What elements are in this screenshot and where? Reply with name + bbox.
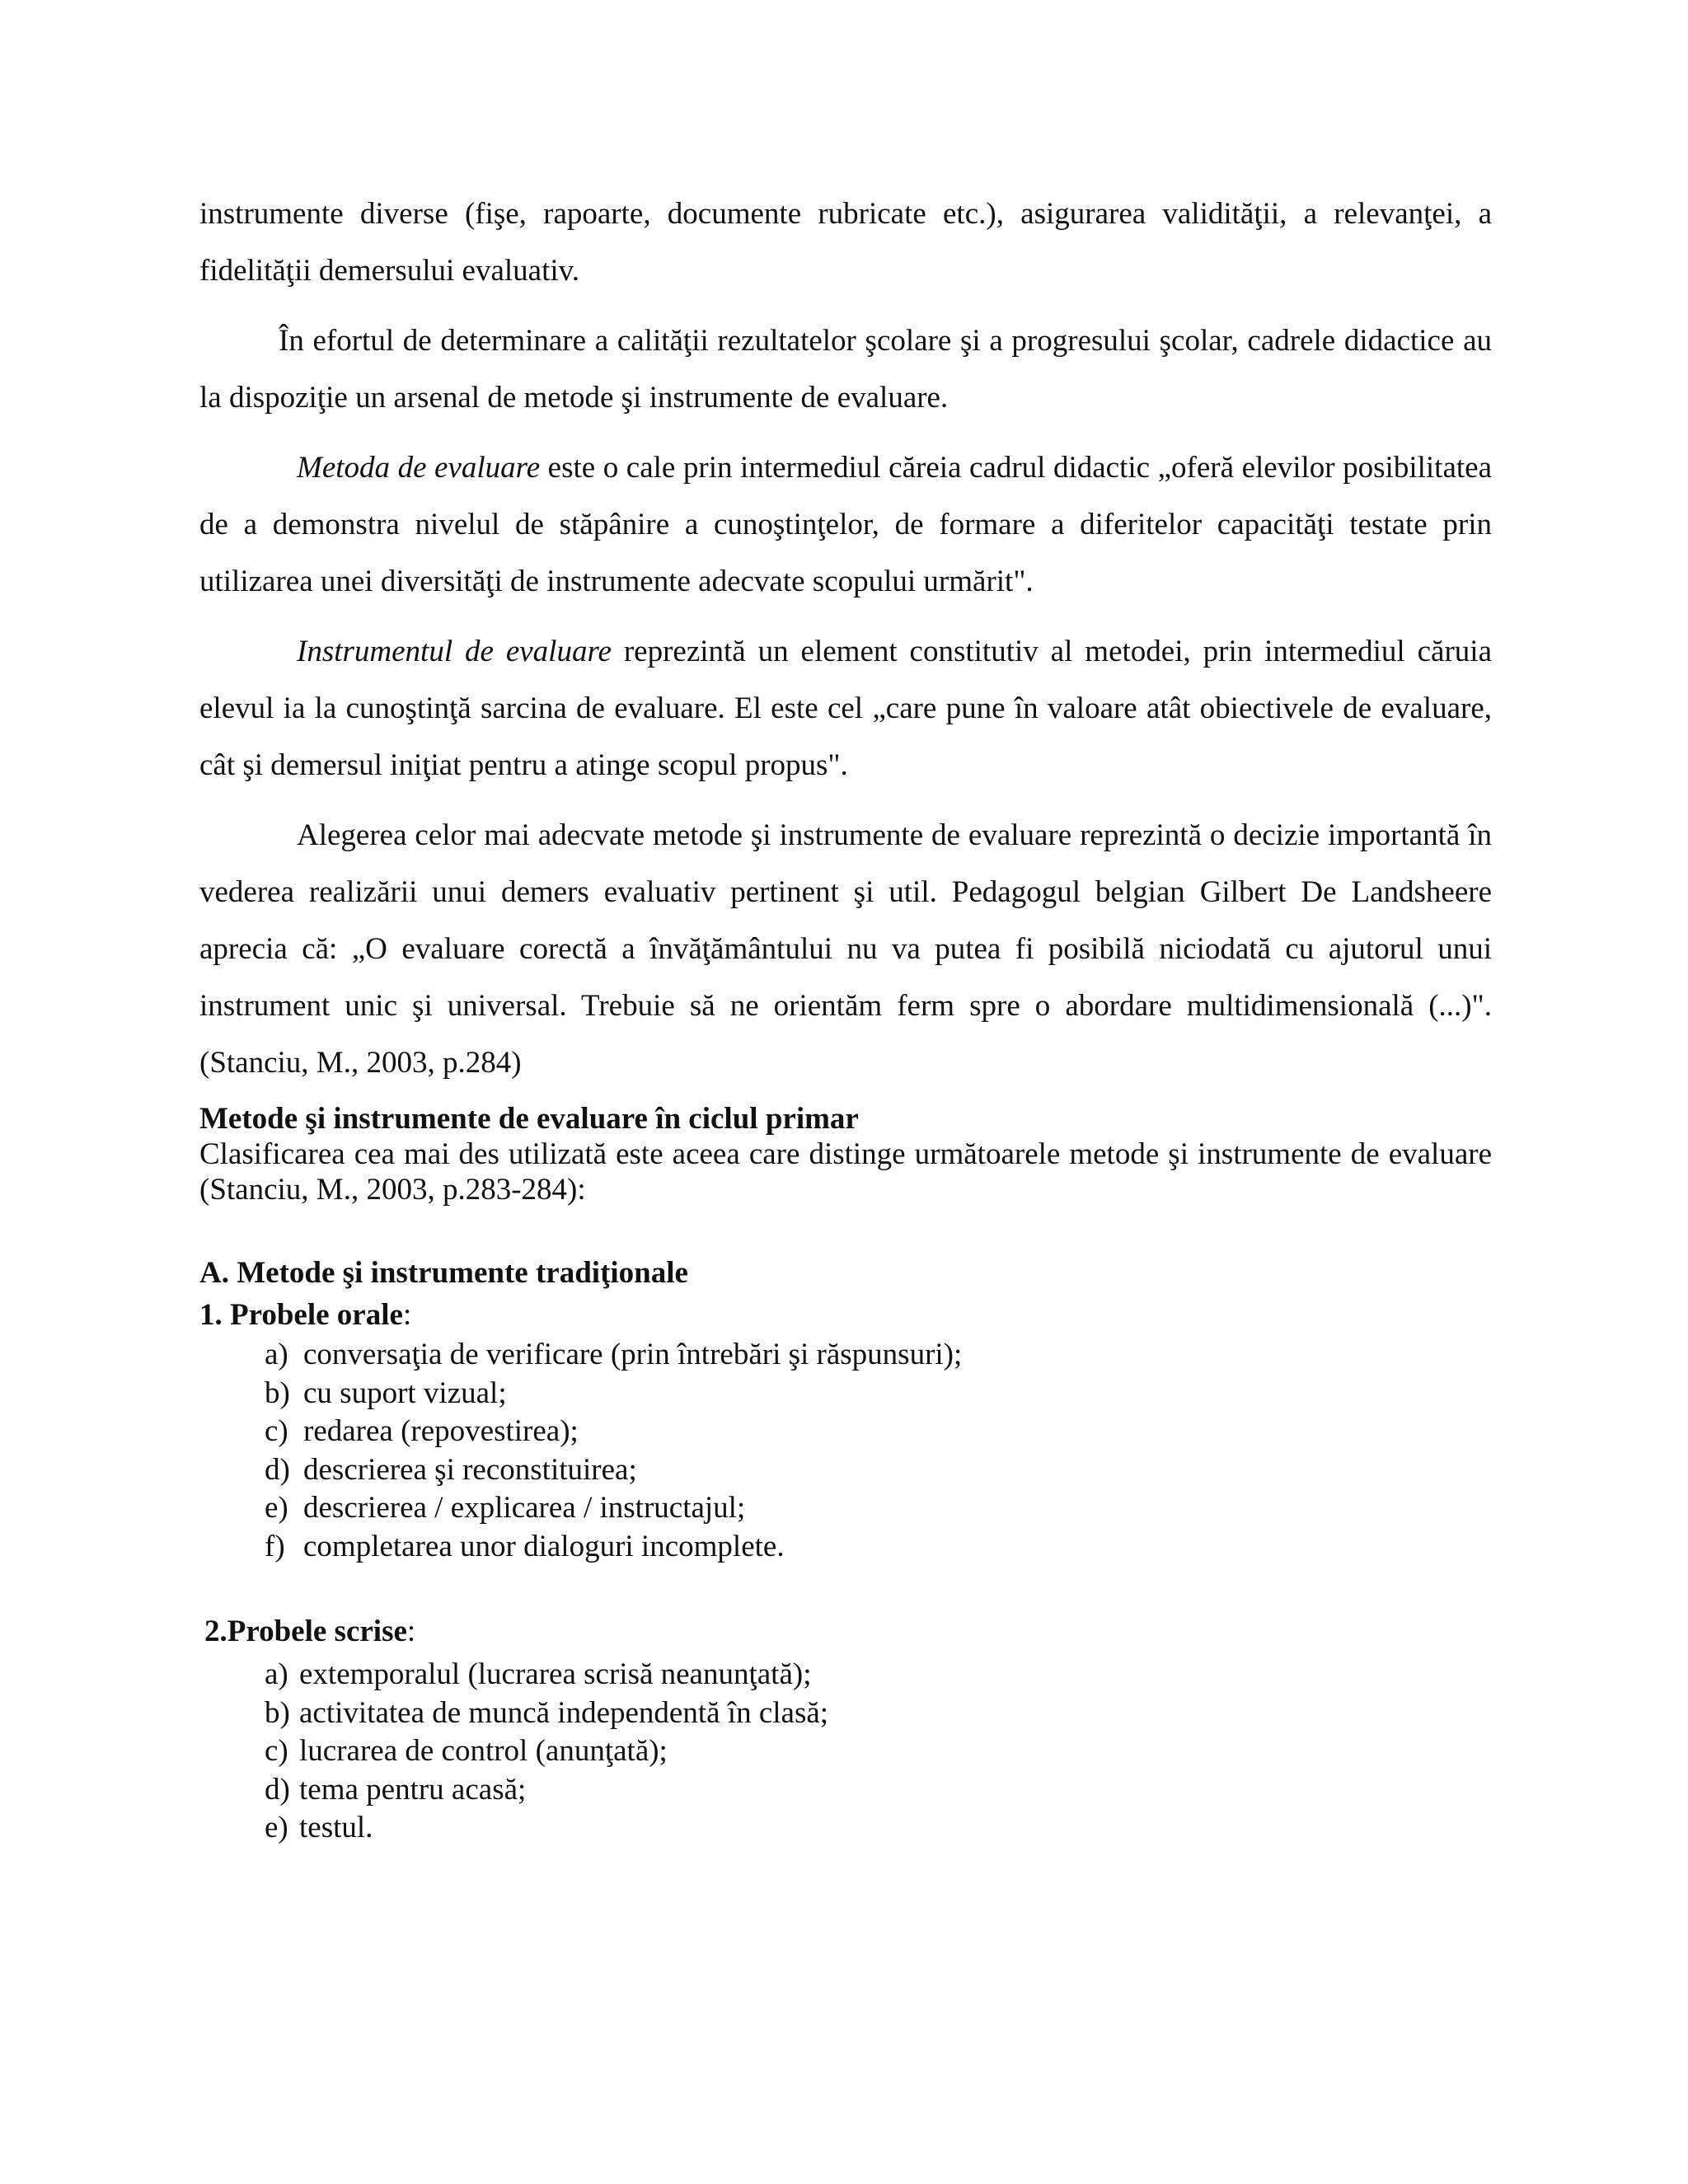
written-tests-list — [199, 1656, 1492, 1848]
paragraph-intro-continuation: instrumente diverse (fişe, rapoarte, documente rubricate etc.), asigurarea validităţii, a relevanţei, a fidelităţii demersului evaluativ. — [199, 197, 1492, 288]
heading-written-tests-colon: : — [406, 1615, 416, 1648]
list-item-text: tema pentru acasă; — [299, 1772, 527, 1807]
instrument-definition-text: reprezintă un element constitutiv al metodei, prin intermediul căruia elevul ia la cunoştinţă sarcina de evaluare. El este cel „care pune în valoare atât obiectivele de evaluare, cât şi demersul iniţiat pentru a atinge scopul propus". — [199, 635, 1492, 782]
list-item — [265, 1656, 1492, 1694]
paragraph-clasificarea: Clasificarea cea mai des utilizată este aceea care distinge următoarele metode şi instrumente de evaluare (Stanciu, M., 2003, p.283-284): — [199, 1137, 1492, 1207]
oral-tests-list — [199, 1336, 1492, 1566]
list-item-text: descrierea / explicarea / instructajul; — [303, 1491, 746, 1525]
list-item — [265, 1809, 1492, 1848]
list-item — [265, 1694, 1492, 1733]
heading-oral-tests-colon: : — [402, 1298, 412, 1332]
list-item-text: redarea (repovestirea); — [303, 1414, 579, 1448]
heading-oral-tests — [199, 1297, 1492, 1333]
heading-written-tests-text: 2.Probele scrise — [204, 1615, 407, 1648]
metoda-definition-text: este o cale prin intermediul căreia cadrul didactic „oferă elevilor posibilitatea de a demonstra nivelul de stăpânire a cunoştinţelor, de formare a diferitelor capacităţi testate prin utilizarea unei diversităţi de instrumente adecvate scopului urmărit". — [199, 451, 1492, 598]
list-marker: e) — [265, 1811, 288, 1844]
paragraph-metoda-de-evaluare — [199, 439, 1492, 610]
term-metoda-de-evaluare: Metoda de evaluare — [297, 451, 541, 485]
list-item-text: completarea unor dialoguri incomplete. — [303, 1529, 785, 1563]
list-item-text: lucrarea de control (anunţată); — [299, 1734, 668, 1768]
list-marker: a) — [265, 1338, 288, 1371]
paragraph-effort: În efortul de determinare a calităţii rezultatelor şcolare şi a progresului şcolar, cadrele didactice au la dispoziţie un arsenal de metode şi instrumente de evaluare. — [199, 324, 1492, 415]
heading-a-text: . Metode şi instrumente tradiţionale — [221, 1256, 688, 1290]
section-heading: Metode şi instrumente de evaluare în ciclul primar — [199, 1102, 859, 1136]
document-page — [199, 185, 1492, 1848]
heading-a-letter: A — [199, 1256, 222, 1290]
list-marker: e) — [265, 1491, 288, 1525]
list-marker: a) — [265, 1657, 288, 1691]
list-marker: c) — [265, 1734, 288, 1768]
list-item-text: cu suport vizual; — [303, 1376, 507, 1410]
list-marker: b) — [265, 1376, 290, 1410]
list-item-text: descrierea şi reconstituirea; — [303, 1452, 637, 1487]
heading-oral-tests-text: 1. Probele orale — [199, 1298, 403, 1332]
list-marker: b) — [265, 1695, 290, 1730]
list-item — [265, 1489, 1492, 1528]
list-item-text: activitatea de muncă independentă în clasă; — [299, 1695, 829, 1730]
list-item — [265, 1732, 1492, 1771]
list-item-text: conversaţia de verificare (prin întrebări şi răspunsuri); — [303, 1338, 963, 1371]
list-marker: c) — [265, 1414, 288, 1448]
list-item — [265, 1375, 1492, 1413]
heading-traditional-methods — [199, 1255, 1492, 1291]
list-marker: d) — [265, 1772, 290, 1807]
list-item — [265, 1451, 1492, 1490]
list-item-text: extemporalul (lucrarea scrisă neanunţată); — [299, 1657, 812, 1691]
heading-written-tests — [199, 1614, 1492, 1649]
list-marker: d) — [265, 1452, 290, 1487]
list-item-text: testul. — [299, 1811, 373, 1844]
paragraph-alegerea: Alegerea celor mai adecvate metode şi instrumente de evaluare reprezintă o decizie importantă în vederea realizării unui demers evaluativ pertinent şi util. Pedagogul belgian Gilbert De Landsheere aprecia că: „O evaluare corectă a învăţământului nu va putea fi posibilă niciodată cu ajutorul unui instrument unic şi universal. Trebuie să ne orientăm ferm spre o abordare multidimensională (...)". (Stanciu, M., 2003, p.284) — [199, 818, 1492, 1080]
list-marker: f) — [265, 1529, 285, 1563]
term-instrumentul-de-evaluare: Instrumentul de evaluare — [297, 635, 612, 668]
list-item — [265, 1528, 1492, 1567]
list-item — [265, 1771, 1492, 1810]
list-item — [265, 1413, 1492, 1451]
paragraph-instrumentul-de-evaluare — [199, 623, 1492, 794]
list-item — [265, 1336, 1492, 1375]
